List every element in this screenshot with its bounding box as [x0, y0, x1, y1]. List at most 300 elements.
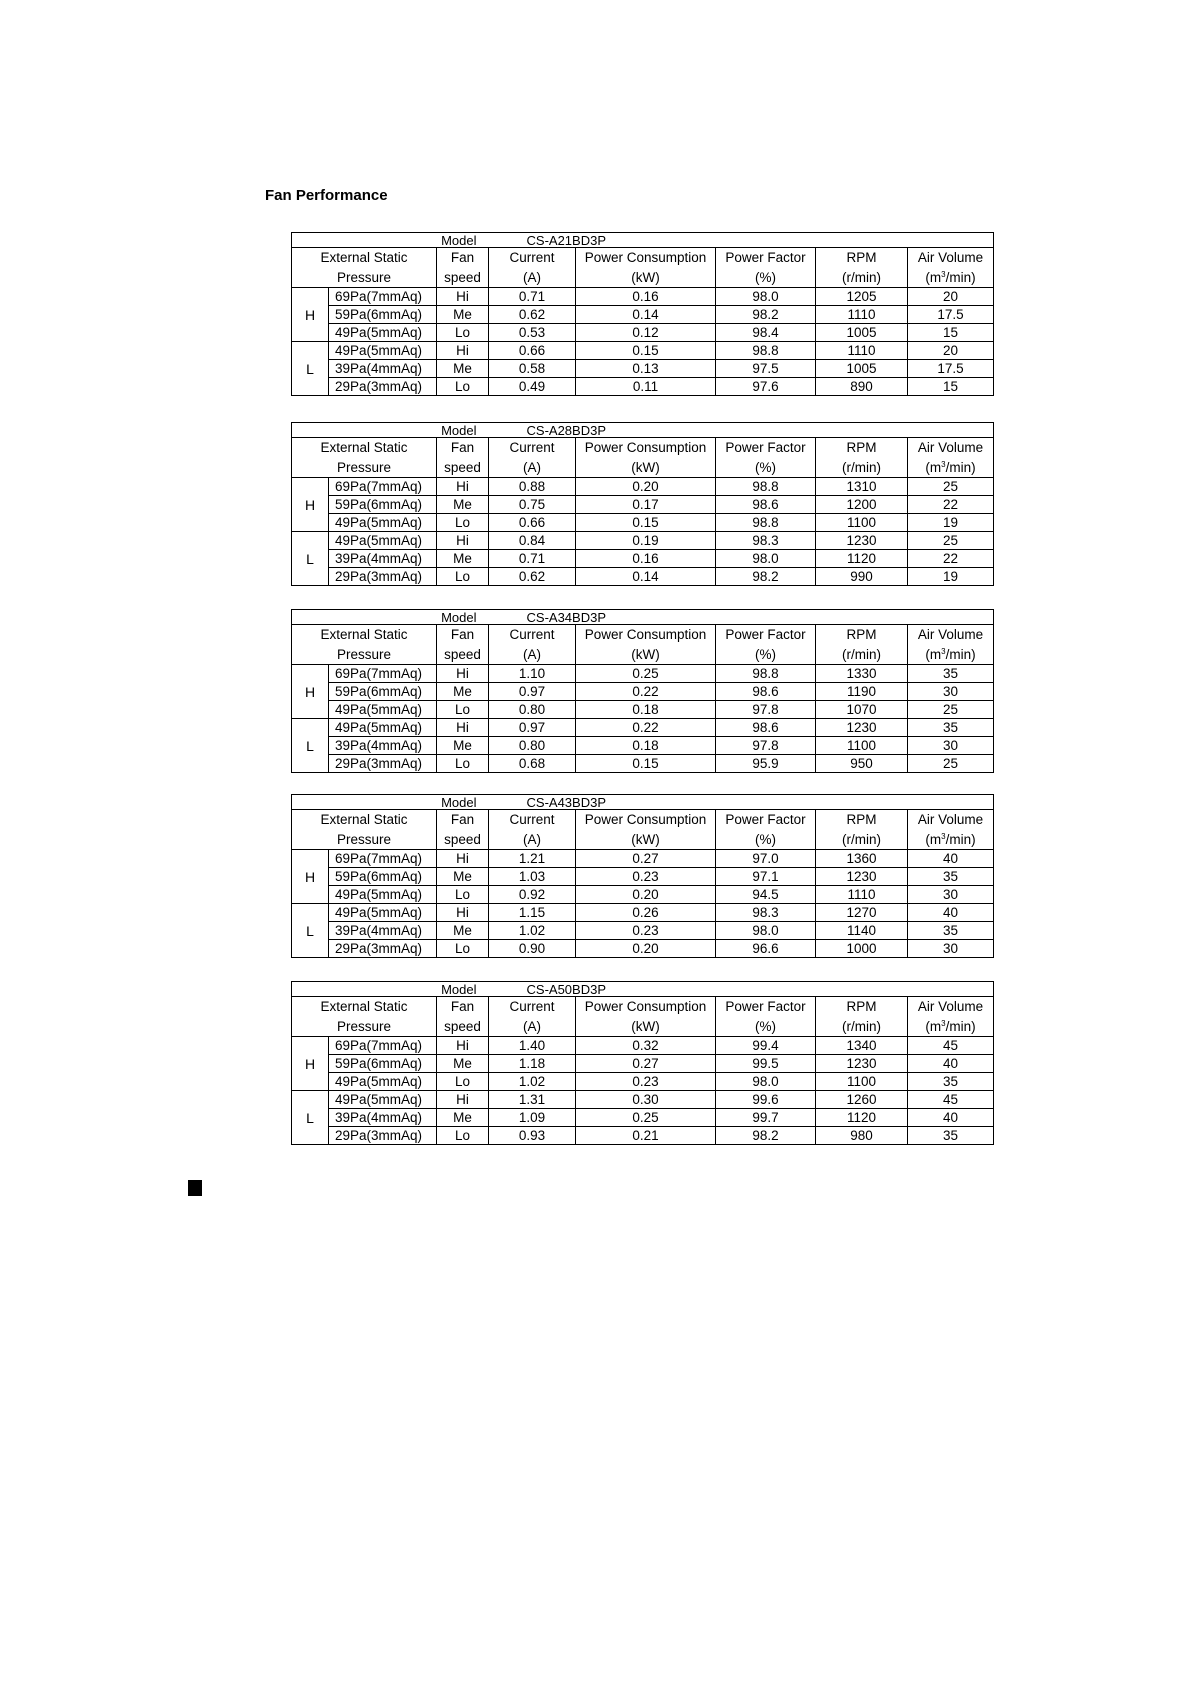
- cell-air: 30: [908, 886, 994, 904]
- cell-speed: Hi: [437, 665, 489, 683]
- cell-current: 1.21: [489, 850, 576, 868]
- cell-rpm: 1120: [816, 1109, 908, 1127]
- cell-power: 0.22: [576, 683, 716, 701]
- table-row: [292, 868, 994, 886]
- cell-air: 25: [908, 755, 994, 773]
- table-row: [292, 737, 994, 755]
- cell-power: 0.20: [576, 886, 716, 904]
- cell-pf: 98.3: [716, 532, 816, 550]
- header-fan-unit: speed: [437, 458, 489, 478]
- cell-pf: 98.0: [716, 550, 816, 568]
- cell-current: 1.18: [489, 1055, 576, 1073]
- cell-power: 0.23: [576, 1073, 716, 1091]
- group-label: L: [292, 342, 329, 396]
- cell-pf: 98.6: [716, 719, 816, 737]
- cell-pressure: 39Pa(4mmAq): [329, 737, 437, 755]
- cell-pf: 95.9: [716, 755, 816, 773]
- cell-power: 0.27: [576, 1055, 716, 1073]
- header-row-1: [292, 997, 994, 1018]
- cell-pressure: 49Pa(5mmAq): [329, 904, 437, 922]
- cell-rpm: 1005: [816, 324, 908, 342]
- cell-pf: 98.2: [716, 1127, 816, 1145]
- table-row: [292, 288, 994, 306]
- cell-speed: Lo: [437, 701, 489, 719]
- cell-current: 1.02: [489, 922, 576, 940]
- header-fan: Fan: [437, 438, 489, 459]
- cell-power: 0.19: [576, 532, 716, 550]
- cell-current: 0.71: [489, 288, 576, 306]
- header-air: Air Volume: [908, 997, 994, 1018]
- cell-air: 35: [908, 922, 994, 940]
- model-row: [292, 233, 994, 248]
- cell-rpm: 1000: [816, 940, 908, 958]
- cell-current: 0.68: [489, 755, 576, 773]
- cell-rpm: 1100: [816, 1073, 908, 1091]
- cell-rpm: 1330: [816, 665, 908, 683]
- cell-power: 0.15: [576, 342, 716, 360]
- cell-pressure: 49Pa(5mmAq): [329, 886, 437, 904]
- model-label: Model: [292, 610, 489, 625]
- model-row: [292, 982, 994, 997]
- cell-current: 0.88: [489, 478, 576, 496]
- table-row: [292, 665, 994, 683]
- cell-current: 0.53: [489, 324, 576, 342]
- group-label: H: [292, 850, 329, 904]
- table-row: [292, 1109, 994, 1127]
- cell-pressure: 39Pa(4mmAq): [329, 1109, 437, 1127]
- table-row: [292, 1073, 994, 1091]
- table-row: [292, 1127, 994, 1145]
- header-air: Air Volume: [908, 248, 994, 269]
- group-label: L: [292, 1091, 329, 1145]
- cell-speed: Lo: [437, 514, 489, 532]
- table-block-2: [291, 422, 993, 586]
- header-power: Power Consumption: [576, 438, 716, 459]
- table-row: [292, 1091, 994, 1109]
- cell-rpm: 990: [816, 568, 908, 586]
- cell-speed: Me: [437, 1109, 489, 1127]
- cell-power: 0.20: [576, 478, 716, 496]
- group-label: H: [292, 288, 329, 342]
- cell-air: 25: [908, 478, 994, 496]
- cell-pf: 97.6: [716, 378, 816, 396]
- group-label: L: [292, 719, 329, 773]
- cell-pressure: 49Pa(5mmAq): [329, 1073, 437, 1091]
- cell-pressure: 59Pa(6mmAq): [329, 306, 437, 324]
- header-rpm-unit: (r/min): [816, 645, 908, 665]
- cell-pressure: 49Pa(5mmAq): [329, 719, 437, 737]
- cell-speed: Lo: [437, 1073, 489, 1091]
- table-row: [292, 496, 994, 514]
- cell-speed: Hi: [437, 478, 489, 496]
- cell-current: 1.09: [489, 1109, 576, 1127]
- cell-rpm: 1360: [816, 850, 908, 868]
- cell-pressure: 69Pa(7mmAq): [329, 478, 437, 496]
- cell-current: 1.40: [489, 1037, 576, 1055]
- header-esp: External Static: [292, 625, 437, 646]
- cell-current: 0.71: [489, 550, 576, 568]
- table-block-1: [291, 232, 993, 396]
- header-air-unit: $(m^3/\min)$: [908, 268, 994, 288]
- header-air: Air Volume: [908, 438, 994, 459]
- model-name: CS-A43BD3P: [489, 795, 994, 810]
- model-label: Model: [292, 982, 489, 997]
- header-fan: Fan: [437, 810, 489, 831]
- cell-rpm: 1110: [816, 342, 908, 360]
- header-esp-unit: Pressure: [292, 830, 437, 850]
- cell-speed: Me: [437, 306, 489, 324]
- cell-pf: 98.8: [716, 342, 816, 360]
- cell-rpm: 1120: [816, 550, 908, 568]
- cell-air: 22: [908, 496, 994, 514]
- fan-performance-table: [291, 422, 994, 586]
- cell-power: 0.32: [576, 1037, 716, 1055]
- header-current-unit: (A): [489, 268, 576, 288]
- header-rpm: RPM: [816, 438, 908, 459]
- header-esp-unit: Pressure: [292, 645, 437, 665]
- cell-power: 0.18: [576, 701, 716, 719]
- cell-speed: Me: [437, 868, 489, 886]
- cell-current: 0.66: [489, 514, 576, 532]
- header-rpm: RPM: [816, 625, 908, 646]
- cell-power: 0.26: [576, 904, 716, 922]
- table-row: [292, 532, 994, 550]
- cell-pressure: 49Pa(5mmAq): [329, 342, 437, 360]
- table-row: [292, 850, 994, 868]
- cell-rpm: 1140: [816, 922, 908, 940]
- header-row-2: [292, 645, 994, 665]
- cell-pf: 99.6: [716, 1091, 816, 1109]
- header-power: Power Consumption: [576, 810, 716, 831]
- cell-speed: Hi: [437, 1037, 489, 1055]
- cell-current: 0.62: [489, 568, 576, 586]
- header-row-1: [292, 625, 994, 646]
- fan-performance-table: [291, 794, 994, 958]
- cell-power: 0.18: [576, 737, 716, 755]
- header-air-unit: $(m^3/\min)$: [908, 458, 994, 478]
- cell-speed: Hi: [437, 850, 489, 868]
- cell-power: 0.14: [576, 306, 716, 324]
- cell-power: 0.15: [576, 514, 716, 532]
- header-current: Current: [489, 625, 576, 646]
- cell-pf: 99.4: [716, 1037, 816, 1055]
- cell-current: 0.97: [489, 719, 576, 737]
- cell-pressure: 59Pa(6mmAq): [329, 1055, 437, 1073]
- cell-pf: 97.0: [716, 850, 816, 868]
- cell-pf: 98.0: [716, 922, 816, 940]
- cell-rpm: 890: [816, 378, 908, 396]
- cell-pressure: 29Pa(3mmAq): [329, 378, 437, 396]
- cell-speed: Me: [437, 550, 489, 568]
- cell-rpm: 1190: [816, 683, 908, 701]
- header-row-2: [292, 458, 994, 478]
- cell-pressure: 49Pa(5mmAq): [329, 324, 437, 342]
- cell-current: 0.58: [489, 360, 576, 378]
- cell-rpm: 1200: [816, 496, 908, 514]
- cell-rpm: 950: [816, 755, 908, 773]
- header-row-2: [292, 268, 994, 288]
- header-fan-unit: speed: [437, 830, 489, 850]
- cell-air: 35: [908, 665, 994, 683]
- cell-power: 0.14: [576, 568, 716, 586]
- cell-air: 19: [908, 514, 994, 532]
- table-block-3: [291, 609, 993, 773]
- header-fan-unit: speed: [437, 645, 489, 665]
- header-rpm: RPM: [816, 997, 908, 1018]
- cell-pressure: 29Pa(3mmAq): [329, 1127, 437, 1145]
- fan-performance-table: [291, 609, 994, 773]
- cell-pressure: 49Pa(5mmAq): [329, 701, 437, 719]
- header-pf: Power Factor: [716, 625, 816, 646]
- cell-pf: 98.0: [716, 288, 816, 306]
- cell-current: 0.49: [489, 378, 576, 396]
- cell-power: 0.17: [576, 496, 716, 514]
- table-row: [292, 922, 994, 940]
- cell-pressure: 29Pa(3mmAq): [329, 568, 437, 586]
- header-rpm-unit: (r/min): [816, 830, 908, 850]
- cell-current: 0.80: [489, 701, 576, 719]
- cell-air: 25: [908, 701, 994, 719]
- header-power-unit: (kW): [576, 1017, 716, 1037]
- header-pf-unit: (%): [716, 1017, 816, 1037]
- cell-air: 30: [908, 737, 994, 755]
- cell-current: 1.15: [489, 904, 576, 922]
- cell-current: 1.10: [489, 665, 576, 683]
- cell-speed: Lo: [437, 568, 489, 586]
- cell-rpm: 1005: [816, 360, 908, 378]
- cell-speed: Lo: [437, 378, 489, 396]
- cell-rpm: 1340: [816, 1037, 908, 1055]
- cell-power: 0.25: [576, 665, 716, 683]
- table-row: [292, 683, 994, 701]
- cell-air: 40: [908, 850, 994, 868]
- cell-current: 0.62: [489, 306, 576, 324]
- cell-pf: 98.3: [716, 904, 816, 922]
- cell-speed: Lo: [437, 886, 489, 904]
- cell-speed: Lo: [437, 324, 489, 342]
- page-title: Fan Performance: [265, 187, 388, 204]
- cell-pf: 94.5: [716, 886, 816, 904]
- cell-power: 0.23: [576, 868, 716, 886]
- cell-pf: 97.8: [716, 701, 816, 719]
- table-row: [292, 886, 994, 904]
- cell-current: 1.03: [489, 868, 576, 886]
- model-label: Model: [292, 795, 489, 810]
- cell-speed: Hi: [437, 904, 489, 922]
- header-esp: External Static: [292, 248, 437, 269]
- header-row-1: [292, 248, 994, 269]
- bullet-square-icon: [188, 1180, 202, 1196]
- cell-speed: Hi: [437, 1091, 489, 1109]
- header-power: Power Consumption: [576, 625, 716, 646]
- cell-pf: 98.8: [716, 665, 816, 683]
- cell-pressure: 39Pa(4mmAq): [329, 550, 437, 568]
- cell-rpm: 1110: [816, 886, 908, 904]
- cell-rpm: 1270: [816, 904, 908, 922]
- cell-air: 35: [908, 719, 994, 737]
- header-row-1: [292, 810, 994, 831]
- header-pf: Power Factor: [716, 997, 816, 1018]
- header-air-unit: $(m^3/\min)$: [908, 1017, 994, 1037]
- cell-air: 17.5: [908, 360, 994, 378]
- cell-current: 1.02: [489, 1073, 576, 1091]
- cell-rpm: 1230: [816, 719, 908, 737]
- cell-power: 0.13: [576, 360, 716, 378]
- cell-rpm: 1230: [816, 868, 908, 886]
- cell-current: 0.66: [489, 342, 576, 360]
- model-label: Model: [292, 423, 489, 438]
- cell-air: 35: [908, 1127, 994, 1145]
- cell-speed: Me: [437, 737, 489, 755]
- table-row: [292, 324, 994, 342]
- cell-power: 0.21: [576, 1127, 716, 1145]
- cell-air: 30: [908, 683, 994, 701]
- group-label: H: [292, 1037, 329, 1091]
- cell-pf: 99.7: [716, 1109, 816, 1127]
- header-esp-unit: Pressure: [292, 458, 437, 478]
- cell-current: 0.93: [489, 1127, 576, 1145]
- table-row: [292, 478, 994, 496]
- header-current-unit: (A): [489, 830, 576, 850]
- table-block-4: [291, 794, 993, 958]
- cell-air: 40: [908, 904, 994, 922]
- cell-rpm: 1100: [816, 514, 908, 532]
- cell-current: 0.90: [489, 940, 576, 958]
- cell-pressure: 69Pa(7mmAq): [329, 850, 437, 868]
- cell-air: 40: [908, 1055, 994, 1073]
- cell-pf: 98.4: [716, 324, 816, 342]
- cell-air: 20: [908, 288, 994, 306]
- header-current: Current: [489, 810, 576, 831]
- cell-air: 35: [908, 868, 994, 886]
- header-row-2: [292, 1017, 994, 1037]
- fan-performance-table: [291, 981, 994, 1145]
- model-row: [292, 610, 994, 625]
- cell-air: 35: [908, 1073, 994, 1091]
- header-current: Current: [489, 997, 576, 1018]
- header-esp-unit: Pressure: [292, 268, 437, 288]
- header-fan-unit: speed: [437, 268, 489, 288]
- cell-current: 0.75: [489, 496, 576, 514]
- header-fan: Fan: [437, 625, 489, 646]
- cell-power: 0.27: [576, 850, 716, 868]
- group-label: H: [292, 478, 329, 532]
- model-label: Model: [292, 233, 489, 248]
- header-rpm-unit: (r/min): [816, 1017, 908, 1037]
- cell-speed: Me: [437, 496, 489, 514]
- group-label: L: [292, 904, 329, 958]
- header-air-unit: $(m^3/\min)$: [908, 830, 994, 850]
- header-rpm: RPM: [816, 248, 908, 269]
- cell-pf: 98.8: [716, 478, 816, 496]
- cell-pressure: 49Pa(5mmAq): [329, 1091, 437, 1109]
- cell-current: 0.97: [489, 683, 576, 701]
- cell-air: 30: [908, 940, 994, 958]
- cell-air: 20: [908, 342, 994, 360]
- cell-current: 1.31: [489, 1091, 576, 1109]
- header-current-unit: (A): [489, 458, 576, 478]
- header-current-unit: (A): [489, 1017, 576, 1037]
- header-air: Air Volume: [908, 810, 994, 831]
- cell-pressure: 69Pa(7mmAq): [329, 1037, 437, 1055]
- cell-pf: 97.8: [716, 737, 816, 755]
- header-rpm-unit: (r/min): [816, 268, 908, 288]
- cell-speed: Hi: [437, 342, 489, 360]
- header-row-1: [292, 438, 994, 459]
- cell-power: 0.20: [576, 940, 716, 958]
- cell-speed: Hi: [437, 532, 489, 550]
- cell-air: 15: [908, 378, 994, 396]
- cell-current: 0.92: [489, 886, 576, 904]
- cell-pf: 96.6: [716, 940, 816, 958]
- table-row: [292, 940, 994, 958]
- cell-power: 0.16: [576, 288, 716, 306]
- table-row: [292, 360, 994, 378]
- fan-performance-table: [291, 232, 994, 396]
- model-name: CS-A34BD3P: [489, 610, 994, 625]
- cell-air: 17.5: [908, 306, 994, 324]
- table-row: [292, 550, 994, 568]
- cell-power: 0.12: [576, 324, 716, 342]
- header-pf-unit: (%): [716, 268, 816, 288]
- header-pf: Power Factor: [716, 810, 816, 831]
- header-air-unit: $(m^3/\min)$: [908, 645, 994, 665]
- header-current: Current: [489, 248, 576, 269]
- cell-pf: 98.8: [716, 514, 816, 532]
- header-rpm-unit: (r/min): [816, 458, 908, 478]
- cell-air: 22: [908, 550, 994, 568]
- table-row: [292, 1055, 994, 1073]
- cell-rpm: 1205: [816, 288, 908, 306]
- table-row: [292, 755, 994, 773]
- cell-rpm: 980: [816, 1127, 908, 1145]
- header-rpm: RPM: [816, 810, 908, 831]
- cell-speed: Hi: [437, 719, 489, 737]
- cell-speed: Lo: [437, 940, 489, 958]
- cell-pressure: 29Pa(3mmAq): [329, 940, 437, 958]
- cell-current: 0.80: [489, 737, 576, 755]
- header-power-unit: (kW): [576, 268, 716, 288]
- header-fan: Fan: [437, 997, 489, 1018]
- header-fan: Fan: [437, 248, 489, 269]
- cell-pressure: 59Pa(6mmAq): [329, 868, 437, 886]
- header-esp: External Static: [292, 997, 437, 1018]
- cell-power: 0.22: [576, 719, 716, 737]
- cell-pf: 97.5: [716, 360, 816, 378]
- header-pf-unit: (%): [716, 645, 816, 665]
- header-esp: External Static: [292, 810, 437, 831]
- group-label: L: [292, 532, 329, 586]
- header-esp: External Static: [292, 438, 437, 459]
- header-current: Current: [489, 438, 576, 459]
- cell-rpm: 1310: [816, 478, 908, 496]
- cell-pressure: 49Pa(5mmAq): [329, 532, 437, 550]
- cell-air: 45: [908, 1091, 994, 1109]
- table-row: [292, 306, 994, 324]
- cell-pressure: 39Pa(4mmAq): [329, 922, 437, 940]
- cell-pf: 98.2: [716, 568, 816, 586]
- header-pf: Power Factor: [716, 438, 816, 459]
- header-current-unit: (A): [489, 645, 576, 665]
- header-air: Air Volume: [908, 625, 994, 646]
- model-name: CS-A21BD3P: [489, 233, 994, 248]
- cell-pf: 98.0: [716, 1073, 816, 1091]
- table-row: [292, 514, 994, 532]
- header-pf-unit: (%): [716, 458, 816, 478]
- cell-pressure: 49Pa(5mmAq): [329, 514, 437, 532]
- header-pf-unit: (%): [716, 830, 816, 850]
- cell-pf: 99.5: [716, 1055, 816, 1073]
